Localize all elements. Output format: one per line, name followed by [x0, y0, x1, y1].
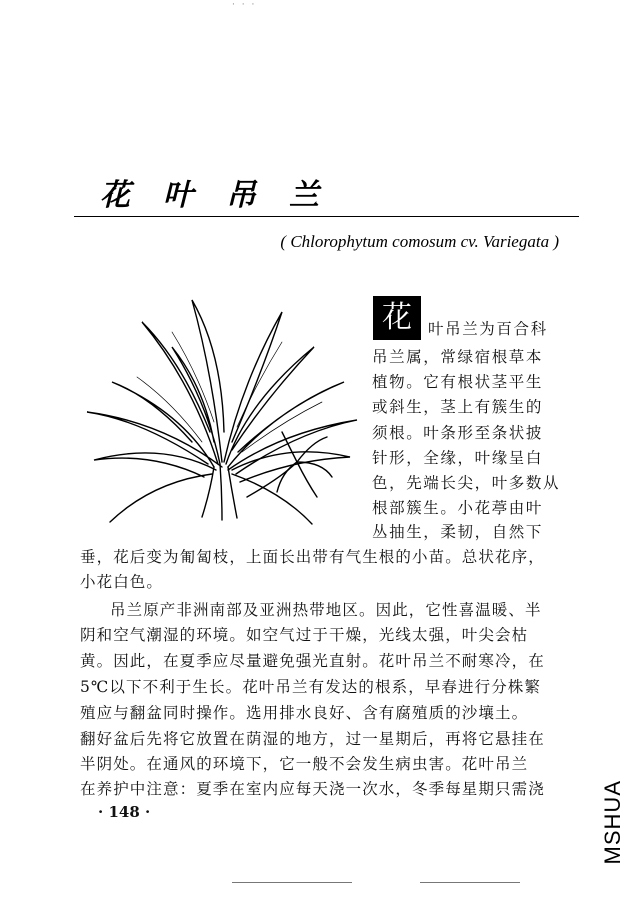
- title-rule: [74, 216, 579, 217]
- watermark-text: MSHUA: [600, 780, 625, 865]
- body-line-1: 垂，花后变为匍匐枝，上面长出带有气生根的小苗。总状花序，: [80, 548, 545, 566]
- body-line-6: 5℃以下不利于生长。花叶吊兰有发达的根系，早春进行分株繁: [80, 678, 542, 696]
- latin-name: ( Chlorophytum comosum cv. Variegata ): [280, 232, 559, 251]
- drop-cap: 花: [373, 296, 421, 340]
- body-line-5: 黄。因此，在夏季应尽量避免强光直射。花叶吊兰不耐寒冷，在: [80, 652, 545, 670]
- body-line-10: 在养护中注意：夏季在室内应每天浇一次水，冬季每星期只需浇: [80, 780, 545, 798]
- top-scan-mark: · · ·: [232, 0, 257, 10]
- watermark: [600, 780, 630, 890]
- side-line-1: 叶吊兰为百合科: [428, 320, 548, 338]
- side-line-9: 丛抽生，柔韧，自然下: [372, 523, 544, 541]
- footer-scan-line: [420, 882, 520, 883]
- side-line-2: 吊兰属，常绿宿根草本: [372, 348, 544, 366]
- page-title: 花叶吊兰: [100, 178, 352, 213]
- body-line-4: 阴和空气潮湿的环境。如空气过于干燥，光线太强，叶尖会枯: [80, 626, 529, 644]
- side-line-4: 或斜生，茎上有簇生的: [372, 398, 544, 416]
- side-line-8: 根部簇生。小花葶由叶: [372, 499, 544, 517]
- body-line-7: 殖应与翻盆同时操作。选用排水良好、含有腐殖质的沙壤土。: [80, 704, 529, 722]
- side-line-3: 植物。它有根状茎平生: [372, 373, 544, 391]
- side-line-6: 针形，全缘，叶缘呈白: [372, 449, 544, 467]
- page-number: · 148 ·: [98, 803, 151, 821]
- footer-scan-line: [232, 882, 352, 883]
- side-line-5: 须根。叶条形至条状披: [372, 424, 544, 442]
- body-line-9: 半阴处。在通风的环境下，它一般不会发生病虫害。花叶吊兰: [80, 755, 529, 773]
- side-line-7: 色，先端长尖，叶多数从: [372, 474, 561, 492]
- body-line-3: 吊兰原产非洲南部及亚洲热带地区。因此，它性喜温暖、半: [110, 601, 542, 619]
- body-line-2: 小花白色。: [80, 573, 164, 591]
- body-line-8: 翻好盆后先将它放置在荫湿的地方，过一星期后，再将它悬挂在: [80, 730, 545, 748]
- spider-plant-illustration: [82, 292, 362, 532]
